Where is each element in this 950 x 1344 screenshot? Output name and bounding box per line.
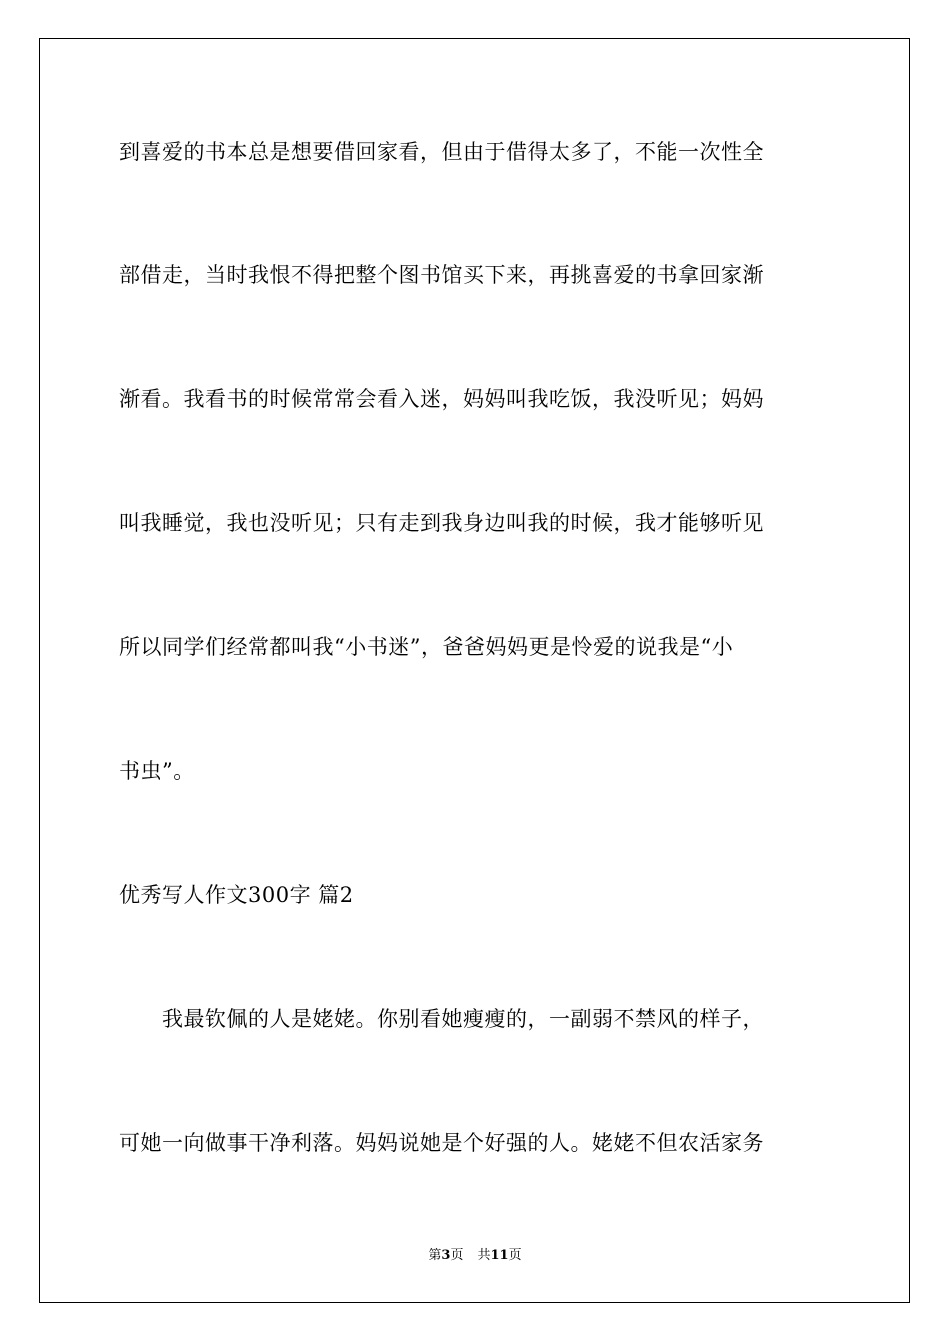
footer-total-prefix: 共 xyxy=(477,1248,491,1263)
footer-page-number: 3 xyxy=(441,1248,451,1263)
footer-page-suffix: 页 xyxy=(450,1248,464,1263)
footer-page-prefix: 第 xyxy=(428,1248,442,1263)
body-text-line-2: 部借走，当时我恨不得把整个图书馆买下来，再挑喜爱的书拿回家渐 xyxy=(119,263,764,287)
section-heading: 优秀写人作文300字 篇2 xyxy=(119,883,354,907)
page-footer xyxy=(0,1247,950,1265)
body-text-line-5: 所以同学们经常都叫我“小书迷”，爸爸妈妈更是怜爱的说我是“小 xyxy=(119,635,734,659)
body-text-line-6: 书虫”。 xyxy=(119,759,195,783)
page-border xyxy=(39,38,910,1303)
footer-total-suffix: 页 xyxy=(508,1248,522,1263)
body-text-line-1: 到喜爱的书本总是想要借回家看，但由于借得太多了，不能一次性全 xyxy=(119,140,764,164)
body-text-line-8: 可她一向做事干净利落。妈妈说她是个好强的人。姥姥不但农活家务 xyxy=(119,1131,764,1155)
body-text-line-4: 叫我睡觉，我也没听见；只有走到我身边叫我的时候，我才能够听见 xyxy=(119,511,764,535)
footer-total-pages: 11 xyxy=(490,1248,509,1263)
body-text-line-7: 我最钦佩的人是姥姥。你别看她瘦瘦的，一副弱不禁风的样子， xyxy=(119,1007,764,1031)
body-text-line-3: 渐看。我看书的时候常常会看入迷，妈妈叫我吃饭，我没听见；妈妈 xyxy=(119,387,764,411)
